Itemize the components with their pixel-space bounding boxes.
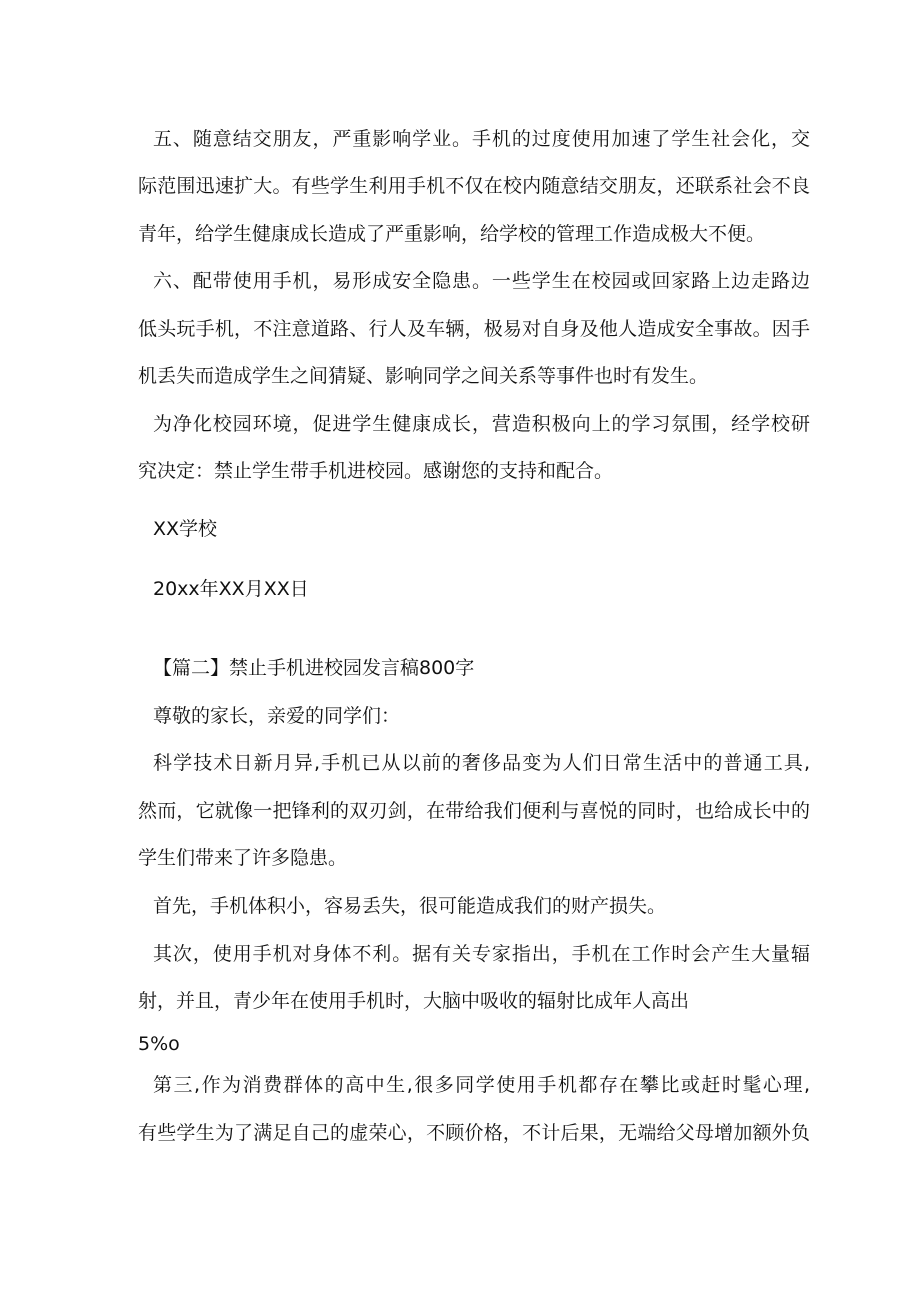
text-line: 青年，给学生健康成长造成了严重影响，给学校的管理工作造成极大不便。 [138,223,766,245]
text-line: 机丢失而造成学生之间猜疑、影响同学之间关系等事件也时有发生。 [138,365,709,387]
text-line: 学生们带来了许多隐患。 [138,847,348,869]
section-heading: 【篇二】禁止手机进校园发言稿800字 [153,657,475,679]
text-line: 5%o [138,1033,180,1055]
text-line: 然而，它就像一把锋利的双刃剑，在带给我们便利与喜悦的同时，也给成长中的 [138,800,810,822]
text-line: 六、配带使用手机，易形成安全隐患。一些学生在校园或回家路上边走路边 [153,270,810,292]
date-line: 20xx年XX月XX日 [153,578,309,600]
text-line: 科学技术日新月异,手机已从以前的奢侈品变为人们日常生活中的普通工具, [153,752,810,774]
salutation: 尊敬的家长，亲爱的同学们： [153,705,401,727]
text-line: 其次，使用手机对身体不利。据有关专家指出，手机在工作时会产生大量辐 [153,943,810,965]
school-signature: XX学校 [153,518,218,540]
text-line: 五、随意结交朋友，严重影响学业。手机的过度使用加速了学生社会化，交 [153,128,810,150]
text-line: 射，并且，青少年在使用手机时，大脑中吸收的辐射比成年人高出 [138,990,690,1012]
text-line: 为净化校园环境，促进学生健康成长，营造积极向上的学习氛围，经学校研 [153,413,810,435]
text-line: 究决定：禁止学生带手机进校园。感谢您的支持和配合。 [138,460,614,482]
text-line: 低头玩手机，不注意道路、行人及车辆，极易对自身及他人造成安全事故。因手 [138,318,810,340]
text-line: 第三,作为消费群体的高中生,很多同学使用手机都存在攀比或赶时髦心理, [153,1074,810,1096]
text-line: 有些学生为了满足自己的虚荣心，不顾价格，不计后果，无端给父母增加额外负 [138,1122,810,1144]
text-line: 首先，手机体积小，容易丢失，很可能造成我们的财产损失。 [153,895,667,917]
text-line: 际范围迅速扩大。有些学生利用手机不仅在校内随意结交朋友，还联系社会不良 [138,175,810,197]
